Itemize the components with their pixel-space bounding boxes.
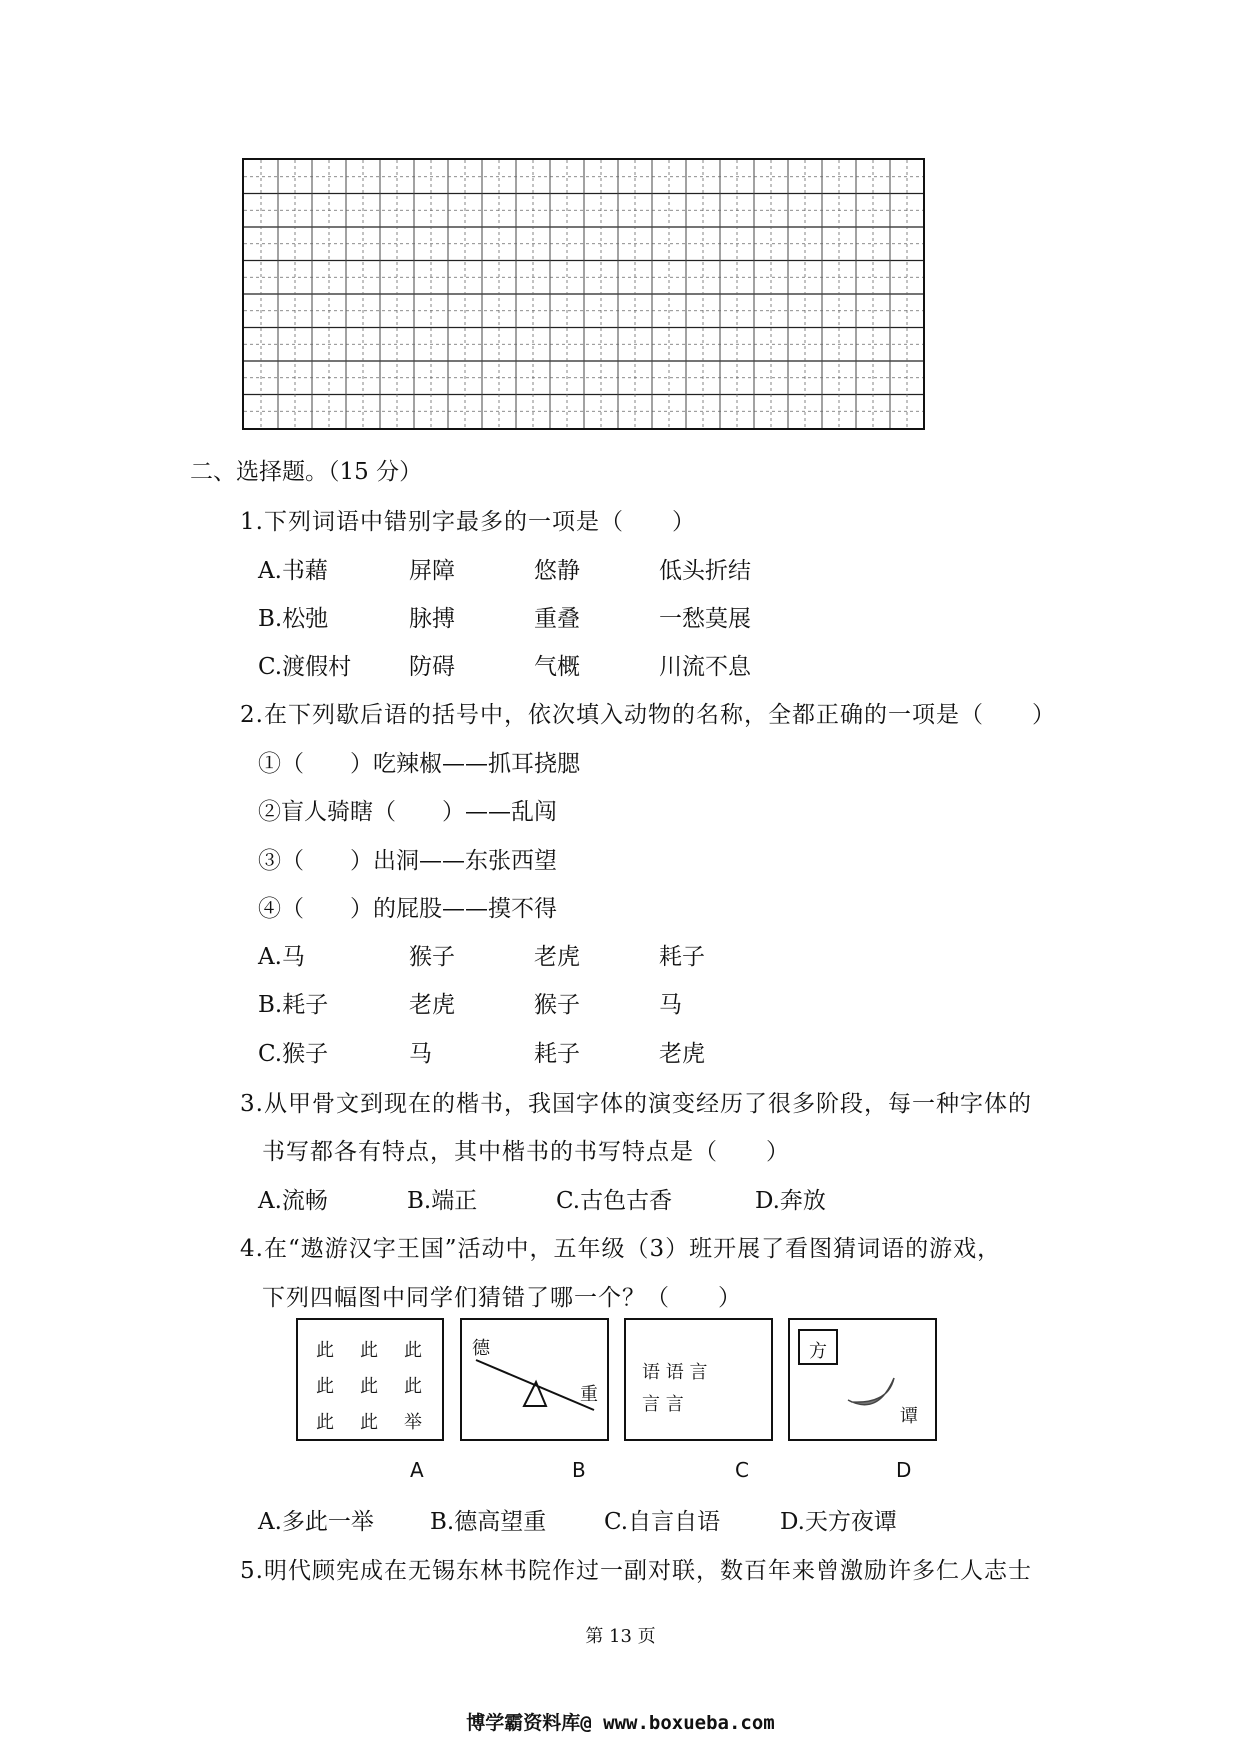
question-4-stem-line1: 4.在“遨游汉字王国”活动中，五年级（3）班开展了看图猜词语的游戏， [240, 1236, 1002, 1262]
page-number: 第 13 页 [585, 1626, 656, 1647]
q2-option-b-3: 猴子 [534, 992, 580, 1018]
q1-option-c-word1: C.渡假村 [258, 654, 352, 680]
pic-a-char: 此 [360, 1412, 378, 1433]
q2-option-c-2: 马 [409, 1041, 432, 1067]
question-3-stem-line1: 3.从甲骨文到现在的楷书，我国字体的演变经历了很多阶段，每一种字体的 [240, 1091, 1032, 1117]
q1-option-c-word4: 川流不息 [659, 654, 751, 680]
pic-a-char: 此 [360, 1340, 378, 1361]
picture-a [296, 1318, 444, 1441]
q3-option-a: A.流畅 [258, 1188, 328, 1214]
writing-grid [242, 158, 925, 430]
question-2-stem: 2.在下列歇后语的括号中，依次填入动物的名称，全都正确的一项是（ ） [240, 702, 1056, 728]
question-4-stem-line2: 下列四幅图中同学们猜错了哪一个？（ ） [262, 1285, 742, 1311]
q2-item-2: ②盲人骑瞎（ ）——乱闯 [258, 799, 557, 825]
q1-option-b-word1: B.松弛 [258, 606, 329, 632]
pic-a-char: 此 [316, 1340, 334, 1361]
q4-option-c: C.自言自语 [604, 1509, 721, 1535]
q2-item-3: ③（ ）出洞——东张西望 [258, 848, 557, 874]
q1-option-b-word2: 脉搏 [409, 606, 455, 632]
picture-b [460, 1318, 609, 1441]
question-1-stem: 1.下列词语中错别字最多的一项是（ ） [240, 509, 696, 535]
watermark: 博学霸资料库@ www.boxueba.com [466, 1712, 775, 1734]
picture-c [624, 1318, 773, 1441]
q2-option-a-4: 耗子 [659, 944, 705, 970]
q3-option-b: B.端正 [407, 1188, 478, 1214]
q4-option-d: D.天方夜谭 [780, 1509, 897, 1535]
pic-c-line2: 言 言 [642, 1394, 684, 1415]
picture-label-a: A [410, 1458, 424, 1482]
pic-a-char: 举 [404, 1412, 422, 1433]
q1-option-b-word4: 一愁莫展 [659, 606, 751, 632]
q2-option-a-2: 猴子 [409, 944, 455, 970]
q2-option-b-4: 马 [659, 992, 682, 1018]
question-3-stem-line2: 书写都各有特点，其中楷书的书写特点是（ ） [262, 1139, 790, 1165]
q3-option-d: D.奔放 [755, 1188, 826, 1214]
picture-d [788, 1318, 937, 1441]
q1-option-c-word2: 防碍 [409, 654, 455, 680]
q2-option-a-1: A.马 [258, 944, 305, 970]
section-title: 二、选择题。（15 分） [190, 459, 423, 485]
pic-b-left-char: 德 [472, 1338, 490, 1359]
pic-a-char: 此 [360, 1376, 378, 1397]
q2-option-b-2: 老虎 [409, 992, 455, 1018]
q2-option-b-1: B.耗子 [258, 992, 329, 1018]
q1-option-b-word3: 重叠 [534, 606, 580, 632]
pic-a-char: 此 [404, 1340, 422, 1361]
picture-label-d: D [896, 1458, 912, 1482]
question-5-stem-line1: 5.明代顾宪成在无锡东林书院作过一副对联，数百年来曾激励许多仁人志士 [240, 1558, 1032, 1584]
pic-a-char: 此 [316, 1412, 334, 1433]
q4-option-b: B.德高望重 [430, 1509, 547, 1535]
pic-d-bottom-char: 谭 [900, 1406, 918, 1427]
pic-a-char: 此 [316, 1376, 334, 1397]
picture-label-b: B [572, 1458, 586, 1482]
q2-option-c-3: 耗子 [534, 1041, 580, 1067]
q2-item-4: ④（ ）的屁股——摸不得 [258, 896, 557, 922]
q2-option-c-1: C.猴子 [258, 1041, 329, 1067]
q1-option-a-word3: 悠静 [534, 558, 580, 584]
q3-option-c: C.古色古香 [556, 1188, 673, 1214]
q2-item-1: ①（ ）吃辣椒——抓耳挠腮 [258, 751, 580, 777]
q2-option-c-4: 老虎 [659, 1041, 705, 1067]
pic-c-line1: 语 语 言 [642, 1362, 708, 1383]
q1-option-c-word3: 气概 [534, 654, 580, 680]
pic-d-box-char: 方 [809, 1341, 827, 1362]
q1-option-a-word2: 屏障 [409, 558, 455, 584]
q1-option-a-word1: A.书藉 [258, 558, 328, 584]
picture-label-c: C [735, 1458, 749, 1482]
q2-option-a-3: 老虎 [534, 944, 580, 970]
pic-a-char: 此 [404, 1376, 422, 1397]
writing-grid-lines [244, 160, 923, 428]
q4-option-a: A.多此一举 [258, 1509, 374, 1535]
q1-option-a-word4: 低头折结 [659, 558, 751, 584]
pic-b-right-char: 重 [580, 1384, 598, 1405]
